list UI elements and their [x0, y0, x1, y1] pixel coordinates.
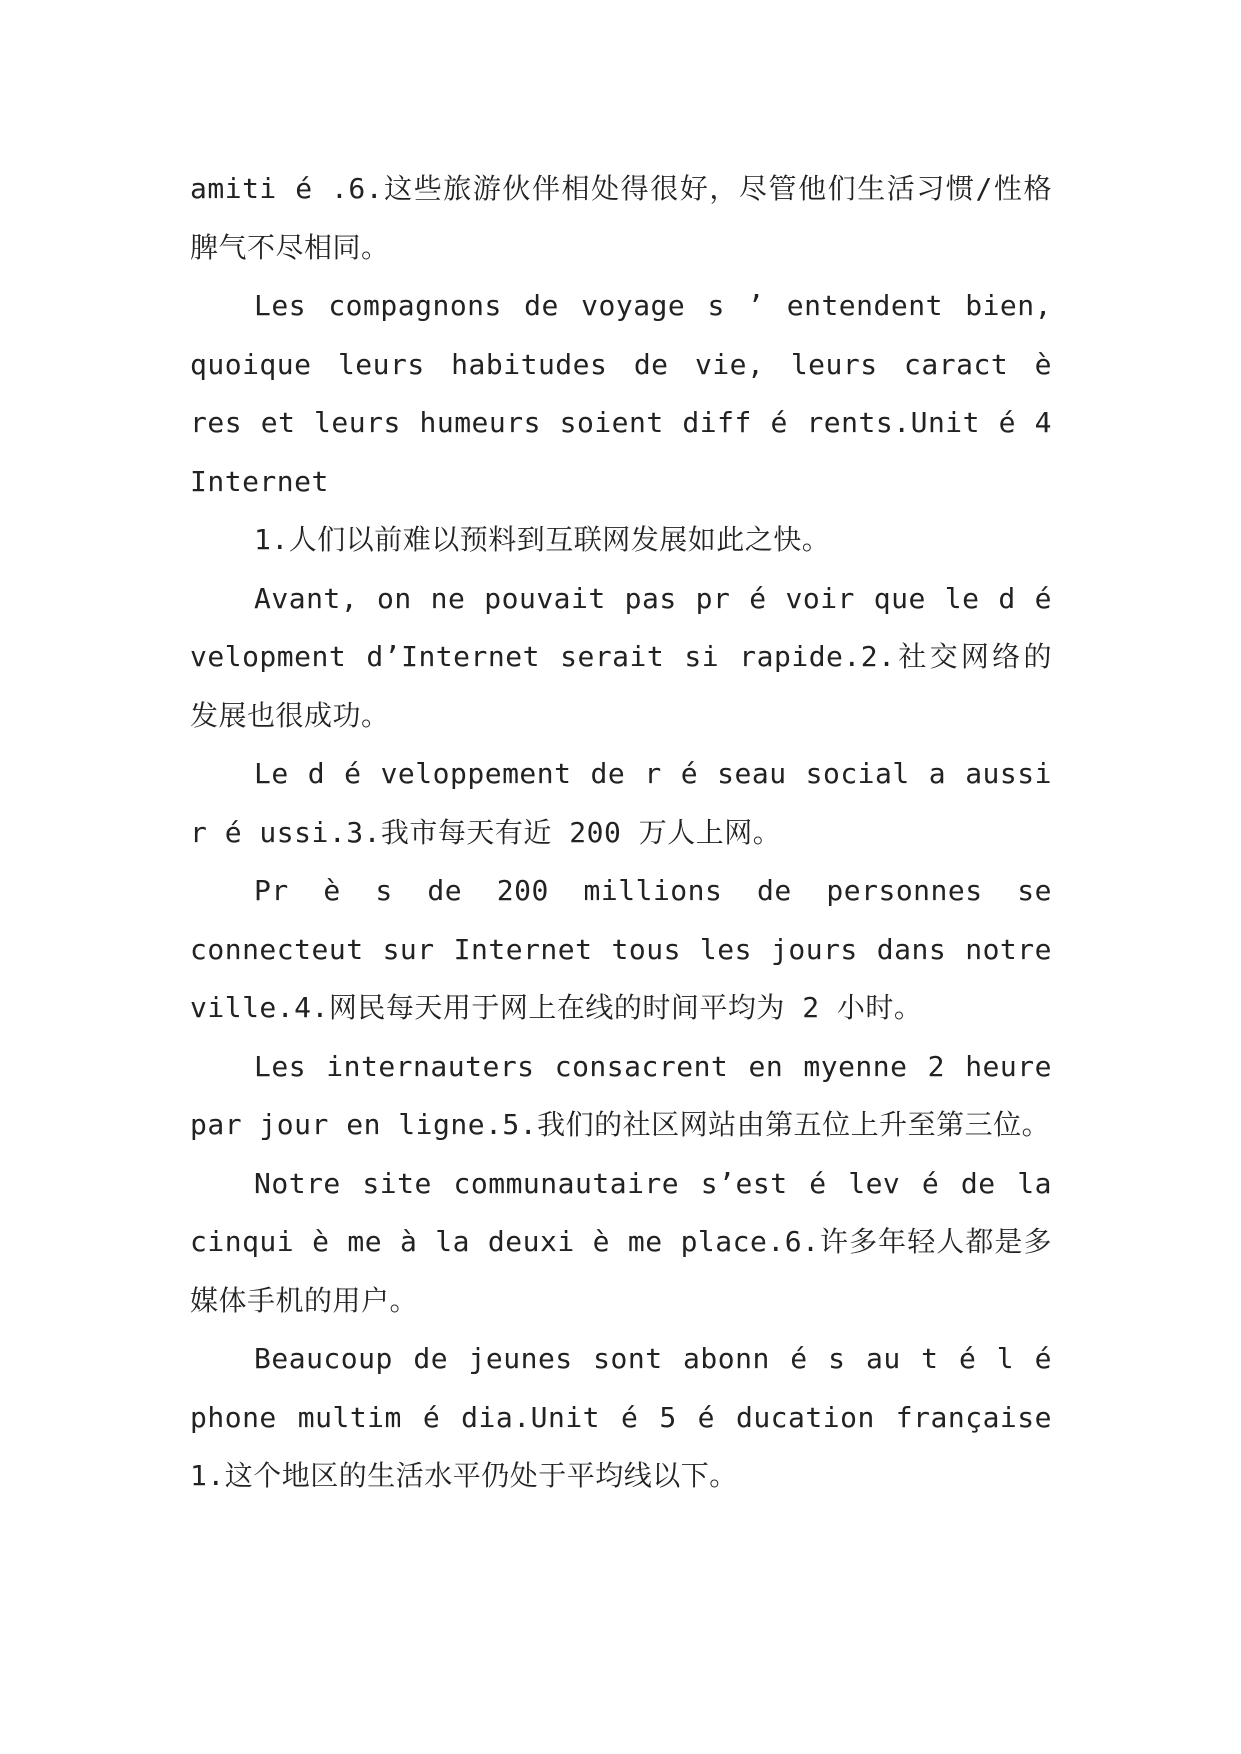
paragraph-2: Les compagnons de voyage s ’ entendent bien, quoique leurs habitudes de vie, leurs caract è res et leurs humeurs soient diff é rents.Unit é 4 Internet [190, 289, 1052, 498]
paragraph-3: 1.人们以前难以预料到互联网发展如此之快。 [254, 523, 831, 556]
paragraph-9: Beaucoup de jeunes sont abonn é s au t é l é phone multim é dia.Unit é 5 é ducation française 1.这个地区的生活水平仍处于平均线以下。 [190, 1342, 1052, 1492]
paragraph-1: amiti é .6.这些旅游伙伴相处得很好，尽管他们生活习惯/性格脾气不尽相同。 [190, 172, 1052, 264]
paragraph-7: Les internauters consacrent en myenne 2 heure par jour en ligne.5.我们的社区网站由第五位上升至第三位。 [190, 1049, 1052, 1141]
paragraph-4: Avant, on ne pouvait pas pr é voir que le d é velopment d’Internet serait si rapide.2.社交网络的发展也很成功。 [190, 581, 1052, 732]
paragraph-8: Notre site communautaire s’est é lev é de la cinqui è me à la deuxi è me place.6.许多年轻人都是多媒体手机的用户。 [190, 1166, 1052, 1317]
document-body [190, 160, 1052, 1506]
paragraph-6: Pr è s de 200 millions de personnes se connecteut sur Internet tous les jours dans notre ville.4.网民每天用于网上在线的时间平均为 2 小时。 [190, 874, 1052, 1024]
paragraph-5: Le d é veloppement de r é seau social a aussi r é ussi.3.我市每天有近 200 万人上网。 [190, 757, 1052, 849]
